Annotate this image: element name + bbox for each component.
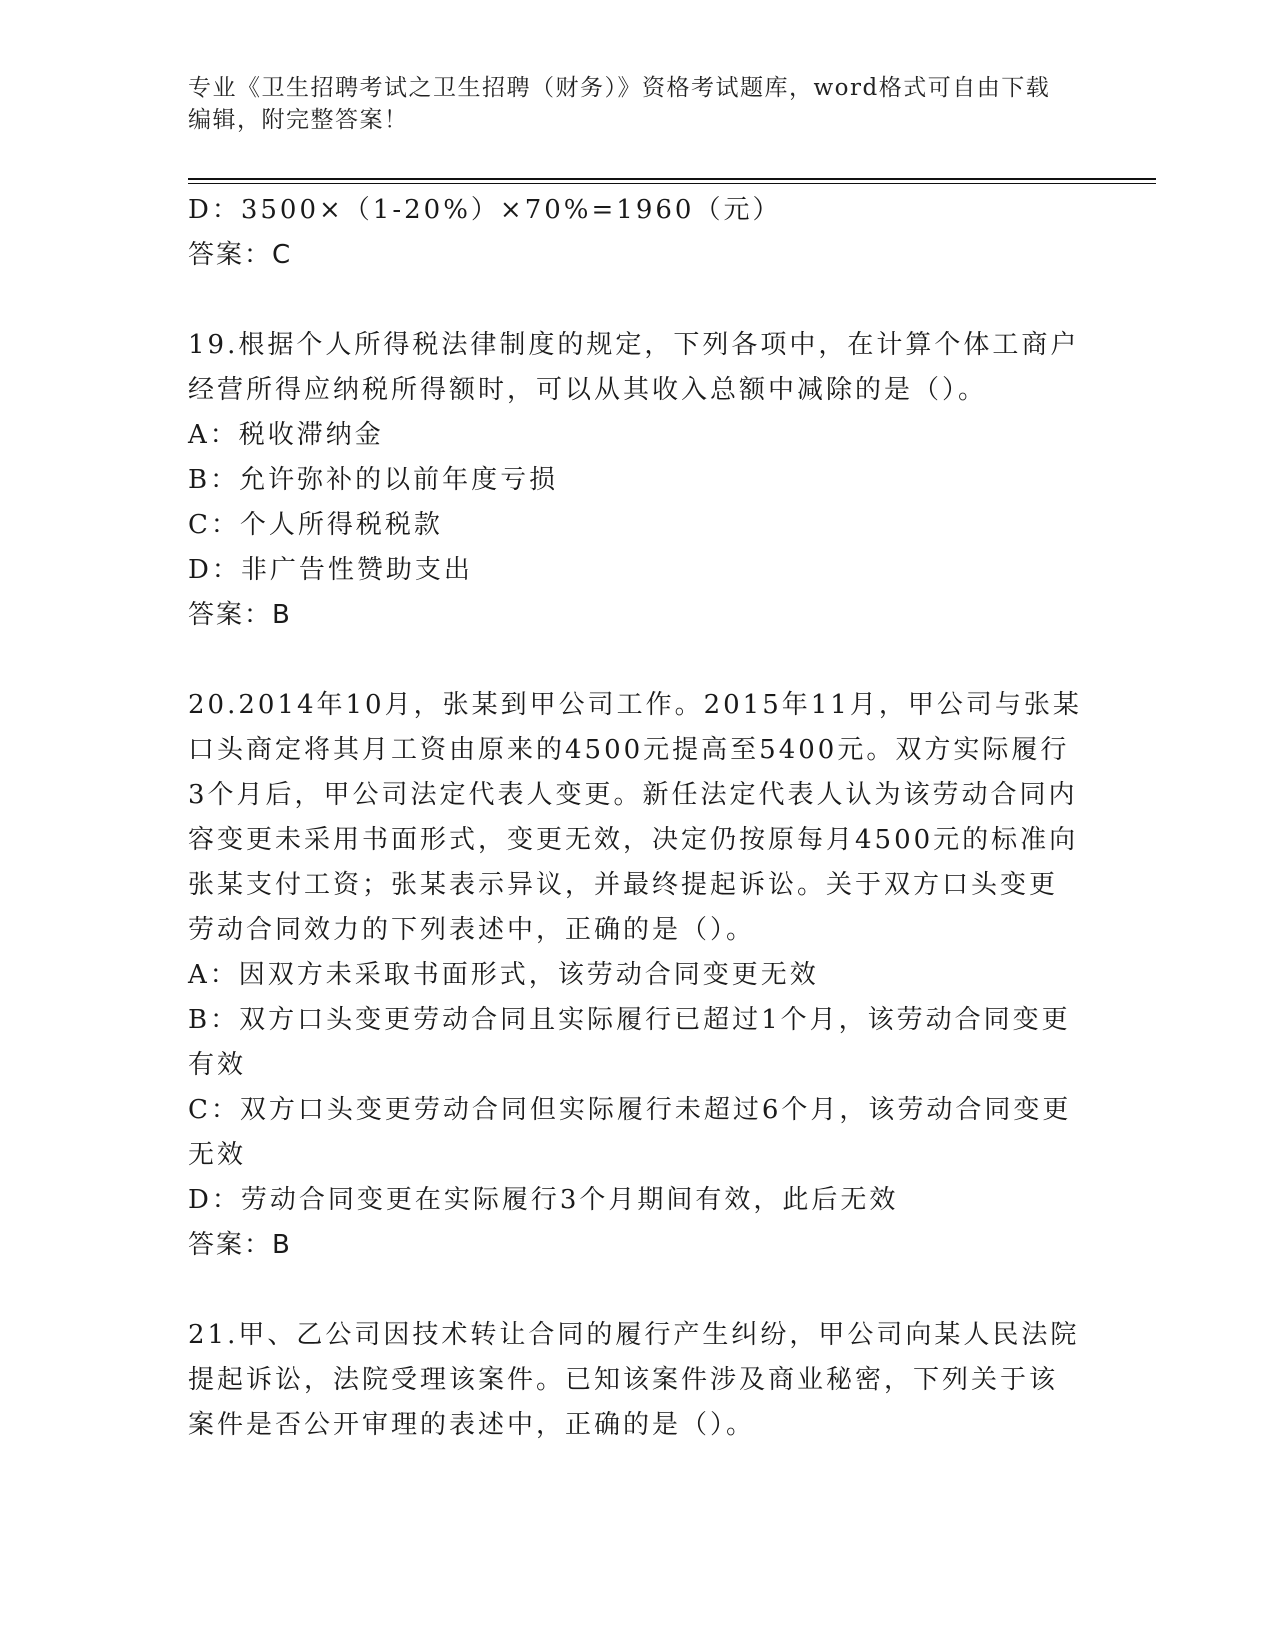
question-20 — [188, 683, 1088, 1268]
page-header — [188, 72, 1068, 136]
answer-line: 答案：B — [188, 1230, 292, 1260]
header-line-1: 专业《卫生招聘考试之卫生招聘（财务）》资格考试题库，word格式可自由下载 — [188, 75, 1051, 101]
option-d: D：非广告性赞助支出 — [188, 555, 473, 585]
question-stem: 张某支付工资；张某表示异议，并最终提起诉讼。关于双方口头变更 — [188, 870, 1059, 900]
header-line-2: 编辑，附完整答案！ — [188, 107, 409, 133]
option-b-continued: 有效 — [188, 1050, 247, 1080]
option-b: B：双方口头变更劳动合同且实际履行已超过1个月，该劳动合同变更 — [188, 1005, 1071, 1035]
option-c: C：个人所得税税款 — [188, 510, 443, 540]
header-divider-thick — [188, 178, 1156, 180]
question-stem: 口头商定将其月工资由原来的4500元提高至5400元。双方实际履行 — [188, 735, 1070, 765]
question-stem: 容变更未采用书面形式，变更无效，决定仍按原每月4500元的标准向 — [188, 825, 1079, 855]
option-a: A：税收滞纳金 — [188, 420, 384, 450]
header-divider-thin — [188, 183, 1156, 184]
question-stem: 20.2014年10月，张某到甲公司工作。2015年11月，甲公司与张某 — [188, 690, 1082, 720]
option-c-continued: 无效 — [188, 1140, 247, 1170]
answer-line: 答案：C — [188, 240, 293, 270]
question-21 — [188, 1313, 1088, 1448]
previous-question-tail — [188, 188, 1088, 278]
spacer — [188, 638, 1088, 683]
question-19 — [188, 323, 1088, 638]
spacer — [188, 278, 1088, 323]
option-b: B：允许弥补的以前年度亏损 — [188, 465, 559, 495]
question-stem: 21.甲、乙公司因技术转让合同的履行产生纠纷，甲公司向某人民法院 — [188, 1320, 1080, 1350]
question-stem: 劳动合同效力的下列表述中，正确的是（）。 — [188, 915, 756, 945]
question-stem: 3个月后，甲公司法定代表人变更。新任法定代表人认为该劳动合同内 — [188, 780, 1078, 810]
spacer — [188, 1268, 1088, 1313]
option-d: D：3500×（1-20%）×70%=1960（元） — [188, 195, 782, 225]
question-stem: 案件是否公开审理的表述中，正确的是（）。 — [188, 1410, 756, 1440]
option-d: D：劳动合同变更在实际履行3个月期间有效，此后无效 — [188, 1185, 899, 1215]
question-content — [188, 188, 1088, 1448]
answer-line: 答案：B — [188, 600, 292, 630]
question-stem: 经营所得应纳税所得额时，可以从其收入总额中减除的是（）。 — [188, 375, 988, 405]
question-stem: 提起诉讼，法院受理该案件。已知该案件涉及商业秘密，下列关于该 — [188, 1365, 1059, 1395]
question-stem: 19.根据个人所得税法律制度的规定，下列各项中，在计算个体工商户 — [188, 330, 1080, 360]
option-a: A：因双方未采取书面形式，该劳动合同变更无效 — [188, 960, 819, 990]
option-c: C：双方口头变更劳动合同但实际履行未超过6个月，该劳动合同变更 — [188, 1095, 1072, 1125]
